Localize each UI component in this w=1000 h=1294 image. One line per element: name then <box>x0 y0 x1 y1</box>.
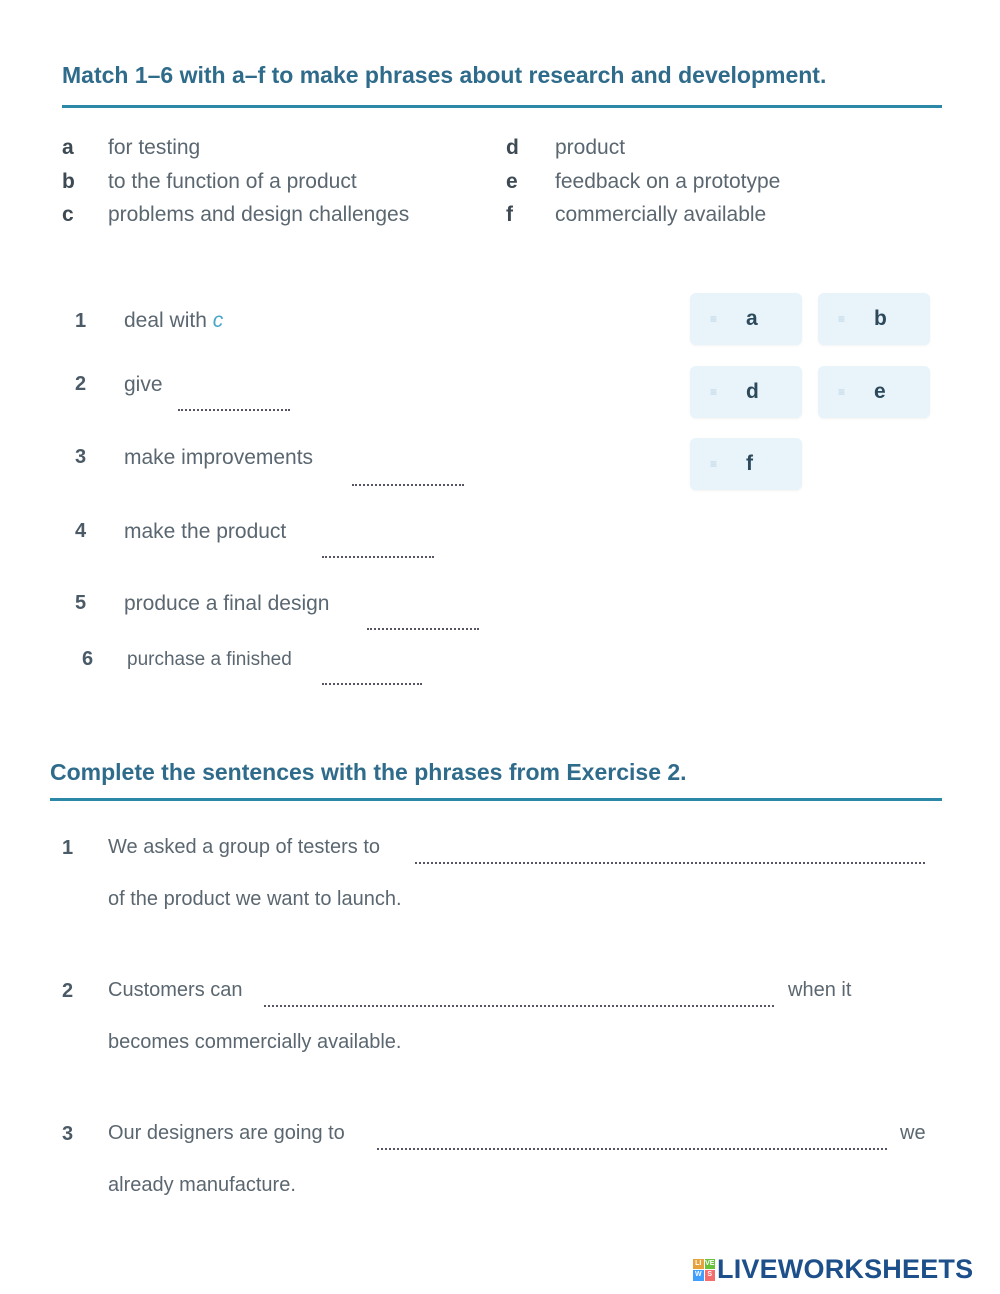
item-text: produce a final design <box>124 592 330 615</box>
sentence-text: we <box>900 1122 926 1144</box>
sentence-2-input[interactable] <box>264 1005 774 1007</box>
exercise-3-heading: Complete the sentences with the phrases from Exercise 2. <box>50 759 687 785</box>
sentence-text: when it <box>788 979 852 1001</box>
exercise-2-divider <box>62 105 942 108</box>
option-letter: b <box>62 170 75 193</box>
item-text: purchase a finished <box>127 649 292 670</box>
sentence-text: Customers can <box>108 979 243 1001</box>
exercise-3-divider <box>50 798 942 801</box>
sentence-text: of the product we want to launch. <box>108 888 402 910</box>
tile-label: d <box>746 380 759 403</box>
item-text: make the product <box>124 520 287 543</box>
option-letter: c <box>62 203 74 226</box>
drag-handle-icon: ≡ <box>710 385 718 399</box>
item-text <box>124 309 223 333</box>
option-letter: e <box>506 170 518 193</box>
option-letter: d <box>506 136 519 159</box>
tile-label: b <box>874 307 887 330</box>
item-number: 3 <box>75 446 87 468</box>
liveworksheets-logo <box>693 1254 973 1285</box>
drag-tile-a[interactable] <box>690 293 802 345</box>
drop-zone-5[interactable] <box>367 628 479 630</box>
drop-zone-2[interactable] <box>178 409 290 411</box>
item-number: 1 <box>75 310 87 332</box>
option-text: product <box>555 136 626 159</box>
sentence-text: becomes commercially available. <box>108 1031 402 1053</box>
drop-zone-3[interactable] <box>352 484 464 486</box>
sentence-number: 3 <box>62 1123 74 1145</box>
sentence-1-input[interactable] <box>415 862 925 864</box>
item-number: 4 <box>75 520 87 542</box>
item-text: make improvements <box>124 446 314 469</box>
item-text: give <box>124 373 163 396</box>
option-text: to the function of a product <box>108 170 357 193</box>
item-number: 2 <box>75 373 87 395</box>
sentence-text: Our designers are going to <box>108 1122 345 1144</box>
logo-text: LIVEWORKSHEETS <box>717 1254 974 1284</box>
drag-handle-icon: ≡ <box>838 385 846 399</box>
drag-tile-f[interactable] <box>690 438 802 490</box>
tile-label: e <box>874 380 886 403</box>
sentence-3-input[interactable] <box>377 1148 887 1150</box>
sentence-text: already manufacture. <box>108 1174 296 1196</box>
exercise-2-heading: Match 1–6 with a–f to make phrases about research and development. <box>62 62 827 88</box>
drop-zone-6[interactable] <box>322 683 422 685</box>
drag-handle-icon: ≡ <box>710 312 718 326</box>
drag-tile-b[interactable] <box>818 293 930 345</box>
sentence-number: 1 <box>62 837 74 859</box>
drag-handle-icon: ≡ <box>838 312 846 326</box>
option-letter: f <box>506 203 513 226</box>
tile-label: f <box>746 452 753 475</box>
option-text: feedback on a prototype <box>555 170 781 193</box>
sentence-text: We asked a group of testers to <box>108 836 381 858</box>
option-text: for testing <box>108 136 201 159</box>
item-number: 6 <box>82 648 94 670</box>
option-text: problems and design challenges <box>108 203 410 226</box>
logo-mark-icon: LI VE W S <box>693 1259 715 1281</box>
drop-zone-4[interactable] <box>322 556 434 558</box>
item-number: 5 <box>75 592 87 614</box>
option-letter: a <box>62 136 74 159</box>
drag-tile-e[interactable] <box>818 366 930 418</box>
drag-tile-d[interactable] <box>690 366 802 418</box>
option-text: commercially available <box>555 203 767 226</box>
tile-label: a <box>746 307 758 330</box>
sentence-number: 2 <box>62 980 74 1002</box>
example-answer: c <box>212 309 224 332</box>
item-phrase: deal with <box>124 309 207 332</box>
drag-handle-icon: ≡ <box>710 457 718 471</box>
